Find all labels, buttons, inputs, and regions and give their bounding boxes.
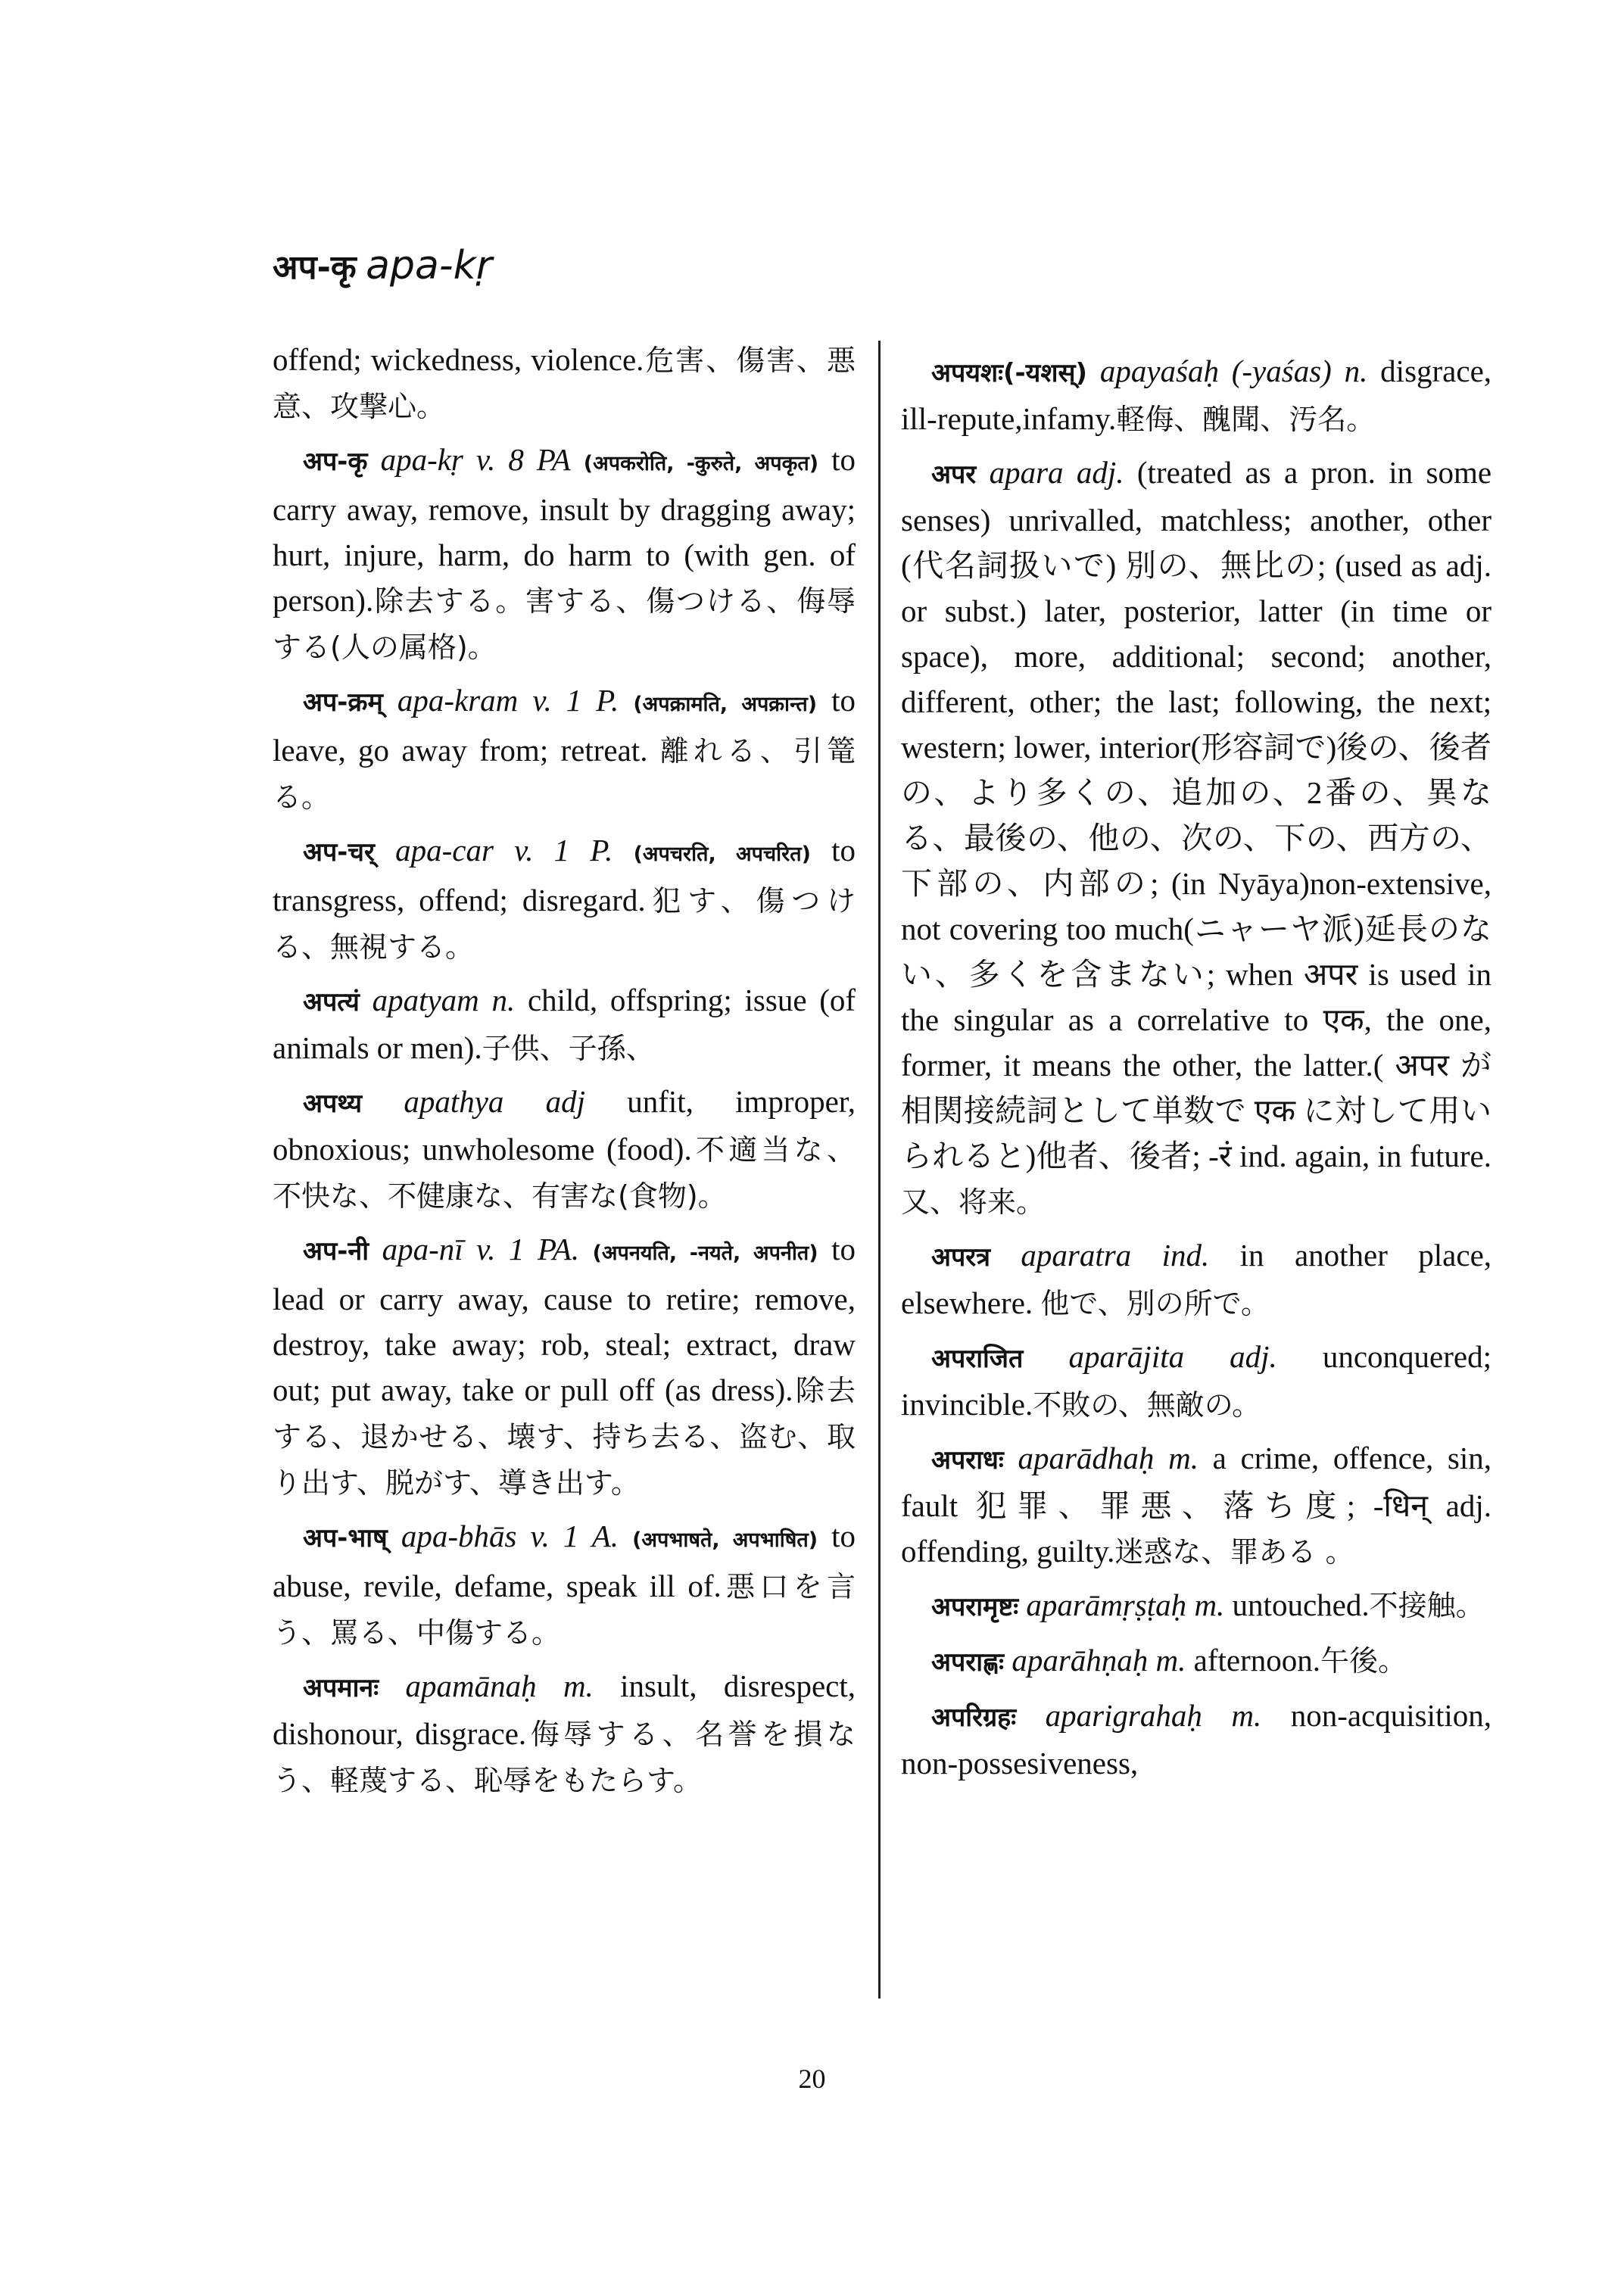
page-number: 20	[798, 2064, 826, 2094]
entry-grammar: v. 1 P.	[514, 833, 613, 868]
entry-romanization: apathya	[404, 1084, 504, 1119]
entry-headword: अपराजित	[931, 1344, 1024, 1374]
entry-japanese: 迷惑な、罪ある 。	[1114, 1535, 1354, 1569]
entry-japanese: 不接触。	[1369, 1589, 1485, 1622]
entry-definition: untouched.	[1232, 1587, 1370, 1622]
entry-headword: अपराधः	[931, 1445, 1004, 1475]
entry-romanization: aparājita	[1068, 1339, 1185, 1374]
entry-definition: to transgress, offend; disregard.	[273, 833, 856, 918]
entry-grammar: n.	[491, 983, 516, 1017]
entry-definition: to abuse, revile, defame, speak ill of.	[273, 1519, 856, 1603]
entry-romanization: apatyam	[372, 983, 479, 1017]
entry-japanese: 除去する。害する、傷つける、侮辱する(人の属格)。	[273, 584, 856, 664]
entry-headword: अप-भाष्	[303, 1523, 388, 1553]
entry-headword: अपमानः	[303, 1673, 379, 1703]
column-divider	[878, 341, 881, 1999]
entry-forms: (अपभाषते, अपभाषित)	[632, 1528, 818, 1552]
dictionary-entry	[901, 1693, 1492, 1786]
entry-japanese: 子供、子孫、	[482, 1032, 655, 1065]
entry-grammar: n.	[1344, 354, 1368, 388]
entry-definition: insult, disrespect, dishonour, disgrace.	[273, 1668, 856, 1751]
entry-definition: to lead or carry away, cause to retire; remove, destroy, take away; rob, steal; extract, draw out; put away, take or pull off (as dress).	[273, 1232, 856, 1407]
entry-grammar: v. 8 PA	[475, 442, 571, 477]
entry-grammar: v. 1 A.	[530, 1519, 619, 1553]
entry-romanization: apara	[989, 455, 1064, 490]
entry-japanese: 不適当な、不快な、不健康な、有害な(食物)。	[273, 1133, 856, 1213]
entry-headword: अपरिग्रहः	[931, 1703, 1017, 1733]
entry-romanization: apa-nī	[382, 1232, 463, 1266]
entry-definition: disgrace, ill-repute,infamy.	[901, 354, 1492, 436]
entry-definition: to leave, go away from; retreat.	[273, 683, 856, 768]
entry-romanization: aparatra	[1021, 1238, 1132, 1273]
entry-grammar: adj.	[1230, 1339, 1277, 1374]
entry-definition: offend; wickedness, violence.	[273, 342, 644, 377]
entry-grammar: m.	[1231, 1698, 1262, 1733]
entry-headword: अपयशः(-यशस्)	[931, 358, 1088, 388]
entry-grammar: m.	[1155, 1643, 1186, 1678]
entry-japanese: 他で、別の所で。	[1040, 1287, 1270, 1320]
dictionary-entry	[273, 1079, 856, 1219]
entry-definition: non-acquisition, non-possesiveness,	[901, 1698, 1492, 1781]
right-column	[901, 348, 1492, 1793]
entry-definition: unfit, improper, obnoxious; unwholesome (food).	[273, 1084, 856, 1167]
entry-romanization: aparādhaḥ	[1018, 1441, 1155, 1475]
entry-grammar: m.	[563, 1668, 594, 1703]
entry-definition: afternoon.	[1193, 1643, 1320, 1678]
entry-definition: (treated as a pron. in some senses) unrivalled, matchless; another, other (代名詞扱いで) 別の、無比の; (used as adj. or subst.) later, posterior, latter (in time or space), more, additional; second; another, different, other; the last; following, the next; western; lower, interior(形容詞で)後の、後者の、より多くの、追加の、2番の、異なる、最後の、他の、次の、下の、西方の、下部の、内部の; (in Nyāya)non-extensive, not covering too much(ニャーヤ派)延長のない、多くを含まない; when अपर is used in the singular as a correlative to एक, the one, former, it means the other, the latter.( अपर が 相関接続詞として単数で एक に対して用いられると)他者、後者; -रं ind. again, in future.	[901, 455, 1492, 1173]
entry-headword: अप-चर्	[303, 837, 375, 868]
entry-japanese: 又、将来。	[901, 1185, 1046, 1219]
entry-forms: (अपकरोति, -कुरुते, अपकृत)	[583, 452, 819, 475]
page-header	[273, 243, 493, 288]
entry-romanization: aparigrahaḥ	[1045, 1698, 1202, 1733]
entry-forms: (अपक्रामति, अपक्रान्त)	[633, 693, 818, 716]
entry-romanization: apa-kram	[397, 683, 519, 718]
dictionary-entry	[901, 1232, 1492, 1326]
entry-japanese: 侮辱する、名誉を損なう、軽蔑する、恥辱をもたらす。	[273, 1718, 856, 1797]
dictionary-entry	[273, 437, 856, 670]
entry-headword: अपराह्णः	[931, 1647, 1005, 1678]
dictionary-entry	[273, 977, 856, 1071]
entry-romanization: apa-kṛ	[380, 442, 463, 477]
entry-romanization: apa-car	[395, 833, 494, 868]
dictionary-entry	[273, 678, 856, 820]
entry-japanese: 除去する、退かせる、壊す、持ち去る、盗む、取り出す、脱がす、導き出す。	[273, 1374, 856, 1500]
entry-forms: (अपनयति, -नयते, अपनीत)	[592, 1242, 818, 1265]
entry-grammar: adj.	[1076, 455, 1124, 490]
entry-definition: unconquered; invincible.	[901, 1339, 1492, 1422]
entry-grammar: adj	[545, 1084, 586, 1119]
entry-japanese: 不敗の、無敵の。	[1033, 1388, 1261, 1422]
entry-japanese: 危害、傷害、悪意、攻撃心。	[273, 344, 856, 423]
header-devanagari: अप-कृ	[273, 248, 357, 287]
dictionary-entry	[901, 1637, 1492, 1685]
dictionary-entry	[273, 827, 856, 970]
entry-definition: to carry away, remove, insult by dragging away; hurt, injure, harm, do harm to (with gen. of person).	[273, 442, 856, 618]
left-column	[273, 337, 856, 1811]
entry-japanese: 離れる、引篭る。	[273, 734, 856, 814]
dictionary-entry	[901, 450, 1492, 1225]
dictionary-entry	[901, 348, 1492, 442]
entry-romanization: aparāmṛṣṭaḥ	[1026, 1587, 1187, 1622]
entry-grammar: v. 1 P.	[532, 683, 619, 718]
header-roman: apa-kṛ	[366, 243, 493, 288]
entry-definition: child, offspring; issue (of animals or men).	[273, 983, 856, 1065]
entry-japanese: 悪口を言う、罵る、中傷する。	[273, 1570, 856, 1650]
entry-grammar: m.	[1168, 1441, 1199, 1475]
dictionary-entry	[901, 1334, 1492, 1428]
entry-japanese: 犯す、傷つける、無視する。	[273, 884, 856, 964]
entry-romanization: aparāhṇaḥ	[1011, 1643, 1149, 1678]
dictionary-entry	[273, 1226, 856, 1506]
entry-grammar: ind.	[1161, 1238, 1210, 1273]
entry-japanese: 軽侮、醜聞、汚名。	[1116, 403, 1376, 436]
entry-definition: a crime, offence, sin, fault 犯罪、罪悪、落ち度; -धिन् adj. offending, guilty.	[901, 1441, 1492, 1569]
dictionary-entry	[273, 1513, 856, 1656]
dictionary-entry	[273, 1663, 856, 1803]
entry-japanese: 午後。	[1320, 1644, 1407, 1678]
entry-headword: अपर	[931, 460, 977, 490]
entry-headword: अप-नी	[303, 1236, 369, 1266]
dictionary-entry	[901, 1582, 1492, 1630]
entry-headword: अपरामृष्टः	[931, 1592, 1019, 1622]
entry-headword: अपथ्य	[303, 1089, 363, 1119]
entry-headword: अपत्यं	[303, 987, 360, 1017]
entry-romanization: apayaśaḥ (-yaśas)	[1099, 354, 1332, 388]
entry-grammar: v. 1 PA.	[476, 1232, 580, 1266]
dictionary-entry	[273, 337, 856, 429]
dictionary-entry	[901, 1435, 1492, 1575]
entry-forms: (अपचरति, अपचरित)	[633, 843, 811, 866]
entry-headword: अप-कृ	[303, 447, 368, 477]
entry-grammar: m.	[1194, 1587, 1225, 1622]
entry-headword: अप-क्रम्	[303, 687, 383, 718]
entry-definition: in another place, elsewhere.	[901, 1238, 1492, 1320]
entry-romanization: apamānaḥ	[405, 1668, 537, 1703]
entry-headword: अपरत्र	[931, 1242, 990, 1273]
entry-romanization: apa-bhās	[401, 1519, 517, 1553]
